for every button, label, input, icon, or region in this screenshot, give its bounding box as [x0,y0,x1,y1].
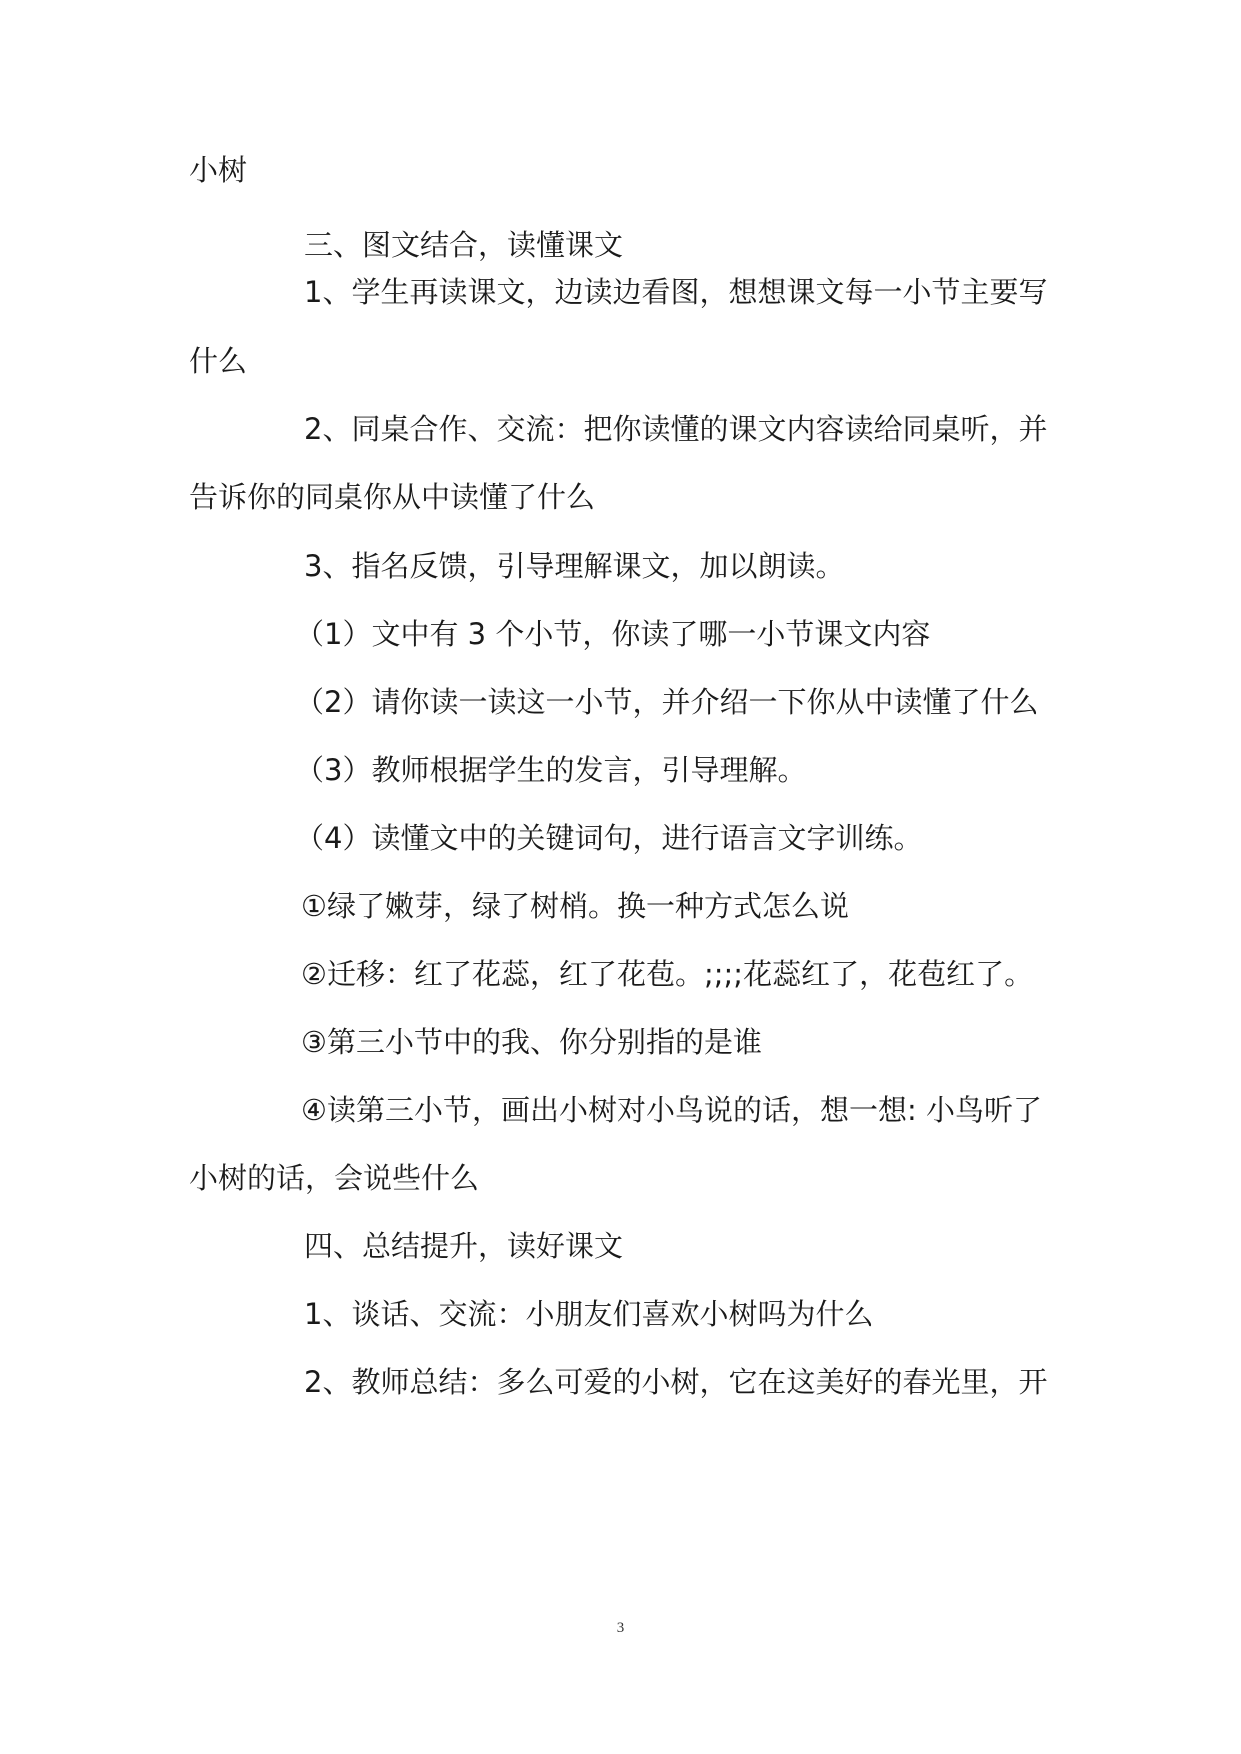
text-line: 小树的话，会说些什么 [189,1161,480,1195]
text-line: 1、学生再读课文，边读边看图，想想课文每一小节主要写 [304,275,1048,309]
text-line: ③第三小节中的我、你分别指的是谁 [301,1025,762,1059]
section-heading: 三、图文结合，读懂课文 [304,228,624,262]
text-line: ①绿了嫩芽，绿了树梢。换一种方式怎么说 [301,889,849,923]
text-line: 小树 [189,153,248,187]
text-line: （1）文中有 3 个小节，你读了哪一小节课文内容 [295,617,931,651]
text-line: （4）读懂文中的关键词句，进行语言文字训练。 [295,821,923,855]
text-line: 告诉你的同桌你从中读懂了什么 [189,480,596,514]
text-line: 2、同桌合作、交流：把你读懂的课文内容读给同桌听，并 [304,412,1048,446]
page-number: 3 [616,1620,625,1636]
text-line: （3）教师根据学生的发言，引导理解。 [295,753,807,787]
section-heading: 四、总结提升，读好课文 [304,1229,624,1263]
text-line: ②迁移：红了花蕊，红了花苞。;;;;花蕊红了，花苞红了。 [301,957,1034,991]
text-line: 1、谈话、交流：小朋友们喜欢小树吗为什么 [304,1297,874,1331]
text-line: （2）请你读一读这一小节，并介绍一下你从中读懂了什么 [295,685,1039,719]
text-line: 3、指名反馈，引导理解课文，加以朗读。 [304,549,845,583]
text-line: ④读第三小节，画出小树对小鸟说的话，想一想: 小鸟听了 [301,1093,1042,1127]
text-line: 2、教师总结：多么可爱的小树，它在这美好的春光里，开 [304,1365,1048,1399]
text-line: 什么 [189,344,248,378]
